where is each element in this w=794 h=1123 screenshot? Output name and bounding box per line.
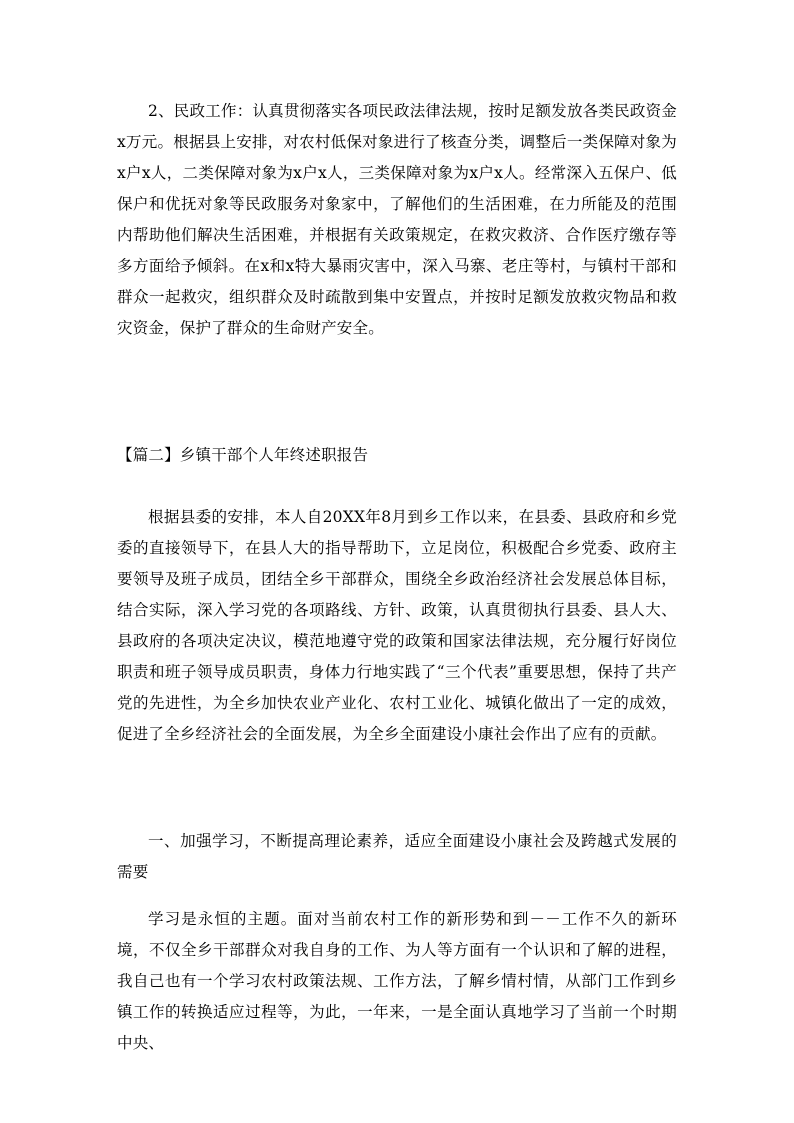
paragraph-intro: 根据县委的安排，本人自20XX年8月到乡工作以来，在县委、县政府和乡党委的直接领导下，在县人大的指导帮助下，立足岗位，积极配合乡党委、政府主要领导及班子成员，团结全乡干部群众，围绕全乡政治经济社会发展总体目标，结合实际，深入学习党的各项路线、方针、政策，认真贯彻执行县委、县人大、县政府的各项决定决议，模范地遵守党的政策和国家法律法规，充分履行好岗位职责和班子领导成员职责，身体力行地实践了“三个代表”重要思想，保持了共产党的先进性，为全乡加快农业产业化、农村工业化、城镇化做出了一定的成效，促进了全乡经济社会的全面发展，为全乡全面建设小康社会作出了应有的贡献。 — [117, 508, 677, 743]
paragraph-study: 学习是永恒的主题。面对当前农村工作的新形势和到－－工作不久的新环境，不仅全乡干部群众对我自身的工作、为人等方面有一个认识和了解的进程，我自己也有一个学习农村政策法规、工作方法，了解乡情村情，从部门工作到乡镇工作的转换适应过程等，为此，一年来，一是全面认真地学习了当前一个时期中央、 — [117, 910, 677, 1052]
paragraph-civil-affairs: 2、民政工作：认真贯彻落实各项民政法律法规，按时足额发放各类民政资金x万元。根据县上安排，对农村低保对象进行了核查分类，调整后一类保障对象为x户x人，二类保障对象为x户x人，三类保障对象为x户x人。经常深入五保户、低保户和优抚对象等民政服务对象家中，了解他们的生活困难，在力所能及的范围内帮助他们解决生活困难，并根据有关政策规定，在救灾救济、合作医疗缴存等多方面给予倾斜。在x和x特大暴雨灾害中，深入马寨、老庄等村，与镇村干部和群众一起救灾，组织群众及时疏散到集中安置点，并按时足额发放救灾物品和救灾资金，保护了群众的生命财产安全。 — [117, 102, 677, 337]
subheading-study: 一、加强学习，不断提高理论素养，适应全面建设小康社会及跨越式发展的需要 — [117, 832, 677, 881]
section-heading: 【篇二】乡镇干部个人年终述职报告 — [117, 446, 369, 464]
